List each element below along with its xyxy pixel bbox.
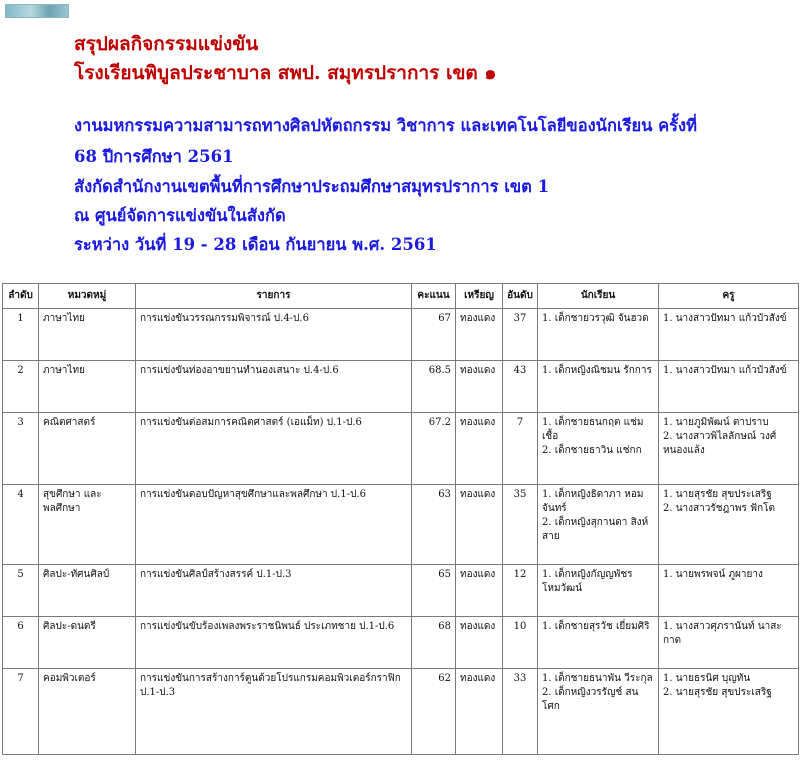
- cell-category: ศิลปะ-ดนตรี: [39, 617, 136, 669]
- cell-item: การแข่งขันต่อสมการคณิตศาสตร์ (เอแม็ท) ป.1-ป.6: [136, 413, 412, 485]
- teacher-name: 1. นางสาวปัทมา แก้วบัวสังข์: [663, 313, 787, 324]
- cell-medal: ทองแดง: [456, 617, 503, 669]
- teacher-name: 1. นางสาวศุภรานันท์ นาสะกาด: [663, 621, 782, 646]
- cell-medal: ทองแดง: [456, 361, 503, 413]
- cell-item: การแข่งขันท่องอาขยานทำนองเสนาะ ป.4-ป.6: [136, 361, 412, 413]
- event-name-line2: 68 ปีการศึกษา 2561: [74, 147, 234, 166]
- cell-score: 67.2: [412, 413, 456, 485]
- cell-item: การแข่งขันการสร้างการ์ตูนด้วยโปรแกรมคอมพิวเตอร์กราฟิก ป.1-ป.3: [136, 669, 412, 755]
- cell-category: ภาษาไทย: [39, 361, 136, 413]
- cell-teachers: [659, 309, 799, 361]
- student-name: 1. เด็กหญิงธิดาภา หอมจันทร์: [542, 489, 644, 514]
- cell-no: 1: [3, 309, 39, 361]
- student-name: 1. เด็กชายธนาพัน วีระกุล: [542, 673, 653, 684]
- header-teachers: ครู: [659, 284, 799, 309]
- cell-item: การแข่งขันตอบปัญหาสุขศึกษาและพลศึกษา ป.1-ป.6: [136, 485, 412, 565]
- table-row: [3, 565, 799, 617]
- school-logo-banner: [5, 4, 69, 18]
- cell-rank: 43: [503, 361, 538, 413]
- cell-teachers: [659, 361, 799, 413]
- cell-students: [538, 485, 659, 565]
- table-row: [3, 669, 799, 755]
- table-header-row: [3, 284, 799, 309]
- cell-teachers: [659, 485, 799, 565]
- teacher-name: 1. นายพรพจน์ ภูผายาง: [663, 569, 763, 580]
- school-name: โรงเรียนพิบูลประชาบาล สพป. สมุทรปราการ เขต ๑: [74, 62, 497, 84]
- results-table: [2, 283, 799, 755]
- header-item: รายการ: [136, 284, 412, 309]
- cell-rank: 10: [503, 617, 538, 669]
- cell-no: 5: [3, 565, 39, 617]
- cell-medal: ทองแดง: [456, 413, 503, 485]
- student-name: 2. เด็กหญิงสุกานดา สิงห์สาย: [542, 517, 649, 542]
- cell-rank: 33: [503, 669, 538, 755]
- cell-medal: ทองแดง: [456, 485, 503, 565]
- cell-no: 7: [3, 669, 39, 755]
- cell-no: 6: [3, 617, 39, 669]
- table-row: [3, 413, 799, 485]
- cell-students: [538, 309, 659, 361]
- header-no: ลำดับ: [3, 284, 39, 309]
- cell-students: [538, 669, 659, 755]
- cell-students: [538, 361, 659, 413]
- header-rank: อันดับ: [503, 284, 538, 309]
- cell-item: การแข่งขันวรรณกรรมพิจารณ์ ป.4-ป.6: [136, 309, 412, 361]
- cell-teachers: [659, 617, 799, 669]
- cell-rank: 35: [503, 485, 538, 565]
- cell-students: [538, 617, 659, 669]
- event-name-line1: งานมหกรรมความสามารถทางศิลปหัตถกรรม วิชาการ และเทคโนโลยีของนักเรียน ครั้งที่: [74, 116, 697, 135]
- teacher-name: 1. นางสาวปัทมา แก้วบัวสังข์: [663, 365, 787, 376]
- cell-medal: ทองแดง: [456, 565, 503, 617]
- student-name: 1. เด็กหญิงณิชมน รักการ: [542, 365, 652, 376]
- cell-medal: ทองแดง: [456, 669, 503, 755]
- student-name: 1. เด็กชายสุรวัช เยี่ยมศิริ: [542, 621, 650, 632]
- cell-score: 68: [412, 617, 456, 669]
- header-score: คะแนน: [412, 284, 456, 309]
- student-name: 1. เด็กหญิงกัญญพัชร โหมวัฒน์: [542, 569, 633, 594]
- teacher-name: 2. นายสุรชัย สุขประเสริฐ: [663, 687, 772, 698]
- teacher-name: 1. นายภูมิพัฒน์ ตาปราบ: [663, 417, 769, 428]
- cell-score: 62: [412, 669, 456, 755]
- cell-students: [538, 565, 659, 617]
- table-row: [3, 361, 799, 413]
- cell-score: 63: [412, 485, 456, 565]
- cell-item: การแข่งขันศิลป์สร้างสรรค์ ป.1-ป.3: [136, 565, 412, 617]
- student-name: 2. เด็กหญิงวรรัญช์ สนโศก: [542, 687, 639, 712]
- cell-category: คณิตศาสตร์: [39, 413, 136, 485]
- cell-category: ภาษาไทย: [39, 309, 136, 361]
- cell-rank: 37: [503, 309, 538, 361]
- teacher-name: 2. นางสาวรัชฎาพร ฟักโต: [663, 503, 776, 514]
- header-category: หมวดหมู่: [39, 284, 136, 309]
- header-medal: เหรียญ: [456, 284, 503, 309]
- cell-teachers: [659, 565, 799, 617]
- header-students: นักเรียน: [538, 284, 659, 309]
- cell-category: ศิลปะ-ทัศนศิลป์: [39, 565, 136, 617]
- report-title: สรุปผลกิจกรรมแข่งขัน: [74, 33, 259, 55]
- table-row: [3, 485, 799, 565]
- cell-teachers: [659, 413, 799, 485]
- teacher-name: 2. นางสาวพิไลลักษณ์ วงศ์หนองแล้ง: [663, 431, 777, 456]
- event-venue: ณ ศูนย์จัดการแข่งขันในสังกัด: [74, 206, 286, 225]
- cell-teachers: [659, 669, 799, 755]
- cell-students: [538, 413, 659, 485]
- student-name: 1. เด็กชายวรวุฒิ จันฮวด: [542, 313, 649, 324]
- cell-rank: 7: [503, 413, 538, 485]
- cell-no: 2: [3, 361, 39, 413]
- table-row: [3, 309, 799, 361]
- cell-category: คอมพิวเตอร์: [39, 669, 136, 755]
- event-dates: ระหว่าง วันที่ 19 - 28 เดือน กันยายน พ.ศ. 2561: [74, 235, 437, 254]
- teacher-name: 1. นายสุรชัย สุขประเสริฐ: [663, 489, 772, 500]
- cell-score: 67: [412, 309, 456, 361]
- student-name: 2. เด็กชายธาวิน แช่กก: [542, 445, 642, 456]
- student-name: 1. เด็กชายธนกฤต แช่มเชื้อ: [542, 417, 644, 442]
- teacher-name: 1. นายธรนิศ บุญทัน: [663, 673, 751, 684]
- table-row: [3, 617, 799, 669]
- cell-item: การแข่งขันขับร้องเพลงพระราชนิพนธ์ ประเภทชาย ป.1-ป.6: [136, 617, 412, 669]
- cell-category: สุขศึกษา และพลศึกษา: [39, 485, 136, 565]
- cell-score: 65: [412, 565, 456, 617]
- cell-medal: ทองแดง: [456, 309, 503, 361]
- cell-no: 3: [3, 413, 39, 485]
- cell-no: 4: [3, 485, 39, 565]
- cell-score: 68.5: [412, 361, 456, 413]
- cell-rank: 12: [503, 565, 538, 617]
- event-affiliation: สังกัดสำนักงานเขตพื้นที่การศึกษาประถมศึกษาสมุทรปราการ เขต 1: [74, 177, 550, 196]
